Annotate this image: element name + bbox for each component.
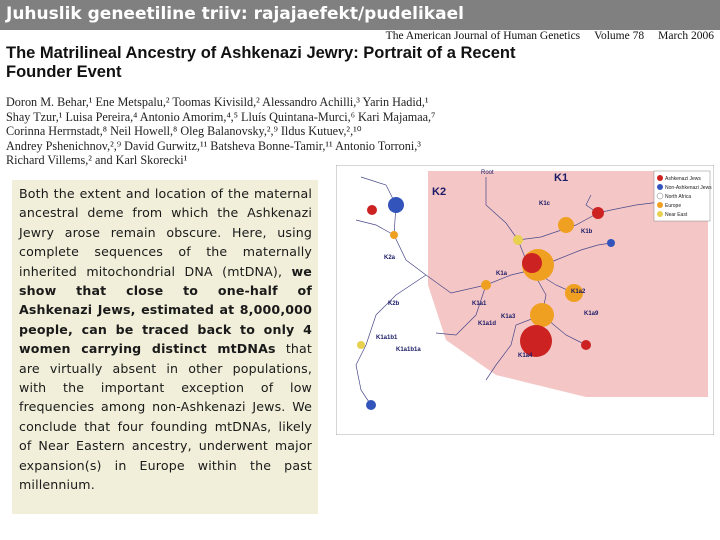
- k2a-node: [390, 231, 398, 239]
- k1a3-node: [581, 340, 591, 350]
- k1a4-node: [530, 303, 554, 327]
- root-label: Root: [481, 170, 494, 176]
- legend-item: North Africa: [665, 194, 692, 200]
- legend-item: Ashkenazi Jews: [665, 176, 701, 182]
- k1c-node: [558, 217, 574, 233]
- k2b-label: K2b: [388, 301, 400, 307]
- k1-label: K1: [554, 172, 569, 184]
- abstract-text: [19, 184, 312, 495]
- k2-label: K2: [432, 186, 447, 198]
- k1a1b1a-label: K1a1b1a: [396, 347, 421, 353]
- legend-item: Europe: [665, 203, 682, 209]
- abstract-highlight: we show that close to one-half of Ashkenazi Jews, estimated at 8,000,000 people, can be traced back to only 4 women carrying distinct mtDNAs: [19, 263, 312, 357]
- legend-item: Non-Ashkenazi Jews: [665, 185, 712, 191]
- slide-banner: [0, 0, 720, 30]
- k1c-label: K1c: [539, 201, 551, 207]
- k1a1-node: [481, 280, 491, 290]
- k2a-label: K2a: [384, 255, 396, 261]
- k1-root-node: [513, 235, 523, 245]
- abstract-box: [12, 180, 318, 514]
- k2b-node: [367, 205, 377, 215]
- slide-title: Juhuslik geneetiline triiv: rajajaefekt/pudelikael: [6, 4, 464, 24]
- k2-node: [388, 197, 404, 213]
- k1a9-label: K1a9: [584, 311, 599, 317]
- mtdna-network-figure: [336, 165, 714, 435]
- abstract-part-2: that are virtually absent in other populations, with the important exception of low frequencies among non-Ashkenazi Jews. We conclude that four founding mtDNAs, likely of Near Eastern ancestry, underwent major expansion(s) in Europe within the past millennium.: [19, 341, 312, 493]
- k1b-node: [592, 207, 604, 219]
- figure-legend: [654, 171, 712, 221]
- k1a1b1-label: K1a1b1: [376, 335, 398, 341]
- k1a4-label: K1a4: [518, 353, 533, 359]
- leaf-node: [357, 341, 365, 349]
- leaf-node: [366, 400, 376, 410]
- k1a2-label: K1a2: [571, 289, 586, 295]
- abstract-part-1: Both the extent and location of the maternal ancestral deme from which the Ashkenazi Jewry arose remain obscure. Here, using complete sequences of the maternally inherited mitochondrial DNA (mtDNA),: [19, 186, 312, 279]
- k1a2-node: [607, 239, 615, 247]
- author-line: Andrey Pshenichnov,²,⁹ David Gurwitz,¹¹ Batsheva Bonne-Tamir,¹¹ Antonio Torroni,³: [6, 138, 421, 153]
- k1a-label: K1a: [496, 271, 508, 277]
- author-line: Shay Tzur,¹ Luisa Pereira,⁴ Antonio Amorim,⁴,⁵ Lluís Quintana-Murci,⁶ Kari Majamaa,⁷: [6, 109, 436, 124]
- k1a1d-label: K1a1d: [478, 321, 497, 327]
- k1b-label: K1b: [581, 229, 593, 235]
- journal-header: [372, 30, 714, 42]
- k1a-ashkenazi-node: [522, 253, 542, 273]
- author-list: [6, 95, 526, 168]
- journal-date: March 2006: [658, 30, 714, 42]
- k1a1-label: K1a1: [472, 301, 487, 307]
- author-line: Richard Villems,² and Karl Skorecki¹: [6, 153, 188, 167]
- legend-item: Near East: [665, 212, 688, 218]
- journal-name: The American Journal of Human Genetics: [385, 30, 581, 42]
- journal-volume: Volume 78: [594, 30, 645, 42]
- author-line: Corinna Herrnstadt,⁸ Neil Howell,⁸ Oleg Balanovsky,²,⁹ Ildus Kutuev,²,¹⁰: [6, 124, 362, 138]
- k1a3-label: K1a3: [501, 314, 516, 320]
- paper-title: The Matrilineal Ancestry of Ashkenazi Jewry: Portrait of a Recent Founder Event: [6, 44, 516, 81]
- author-line: Doron M. Behar,¹ Ene Metspalu,² Toomas Kivisild,² Alessandro Achilli,³ Yarin Hadid,¹: [6, 95, 429, 109]
